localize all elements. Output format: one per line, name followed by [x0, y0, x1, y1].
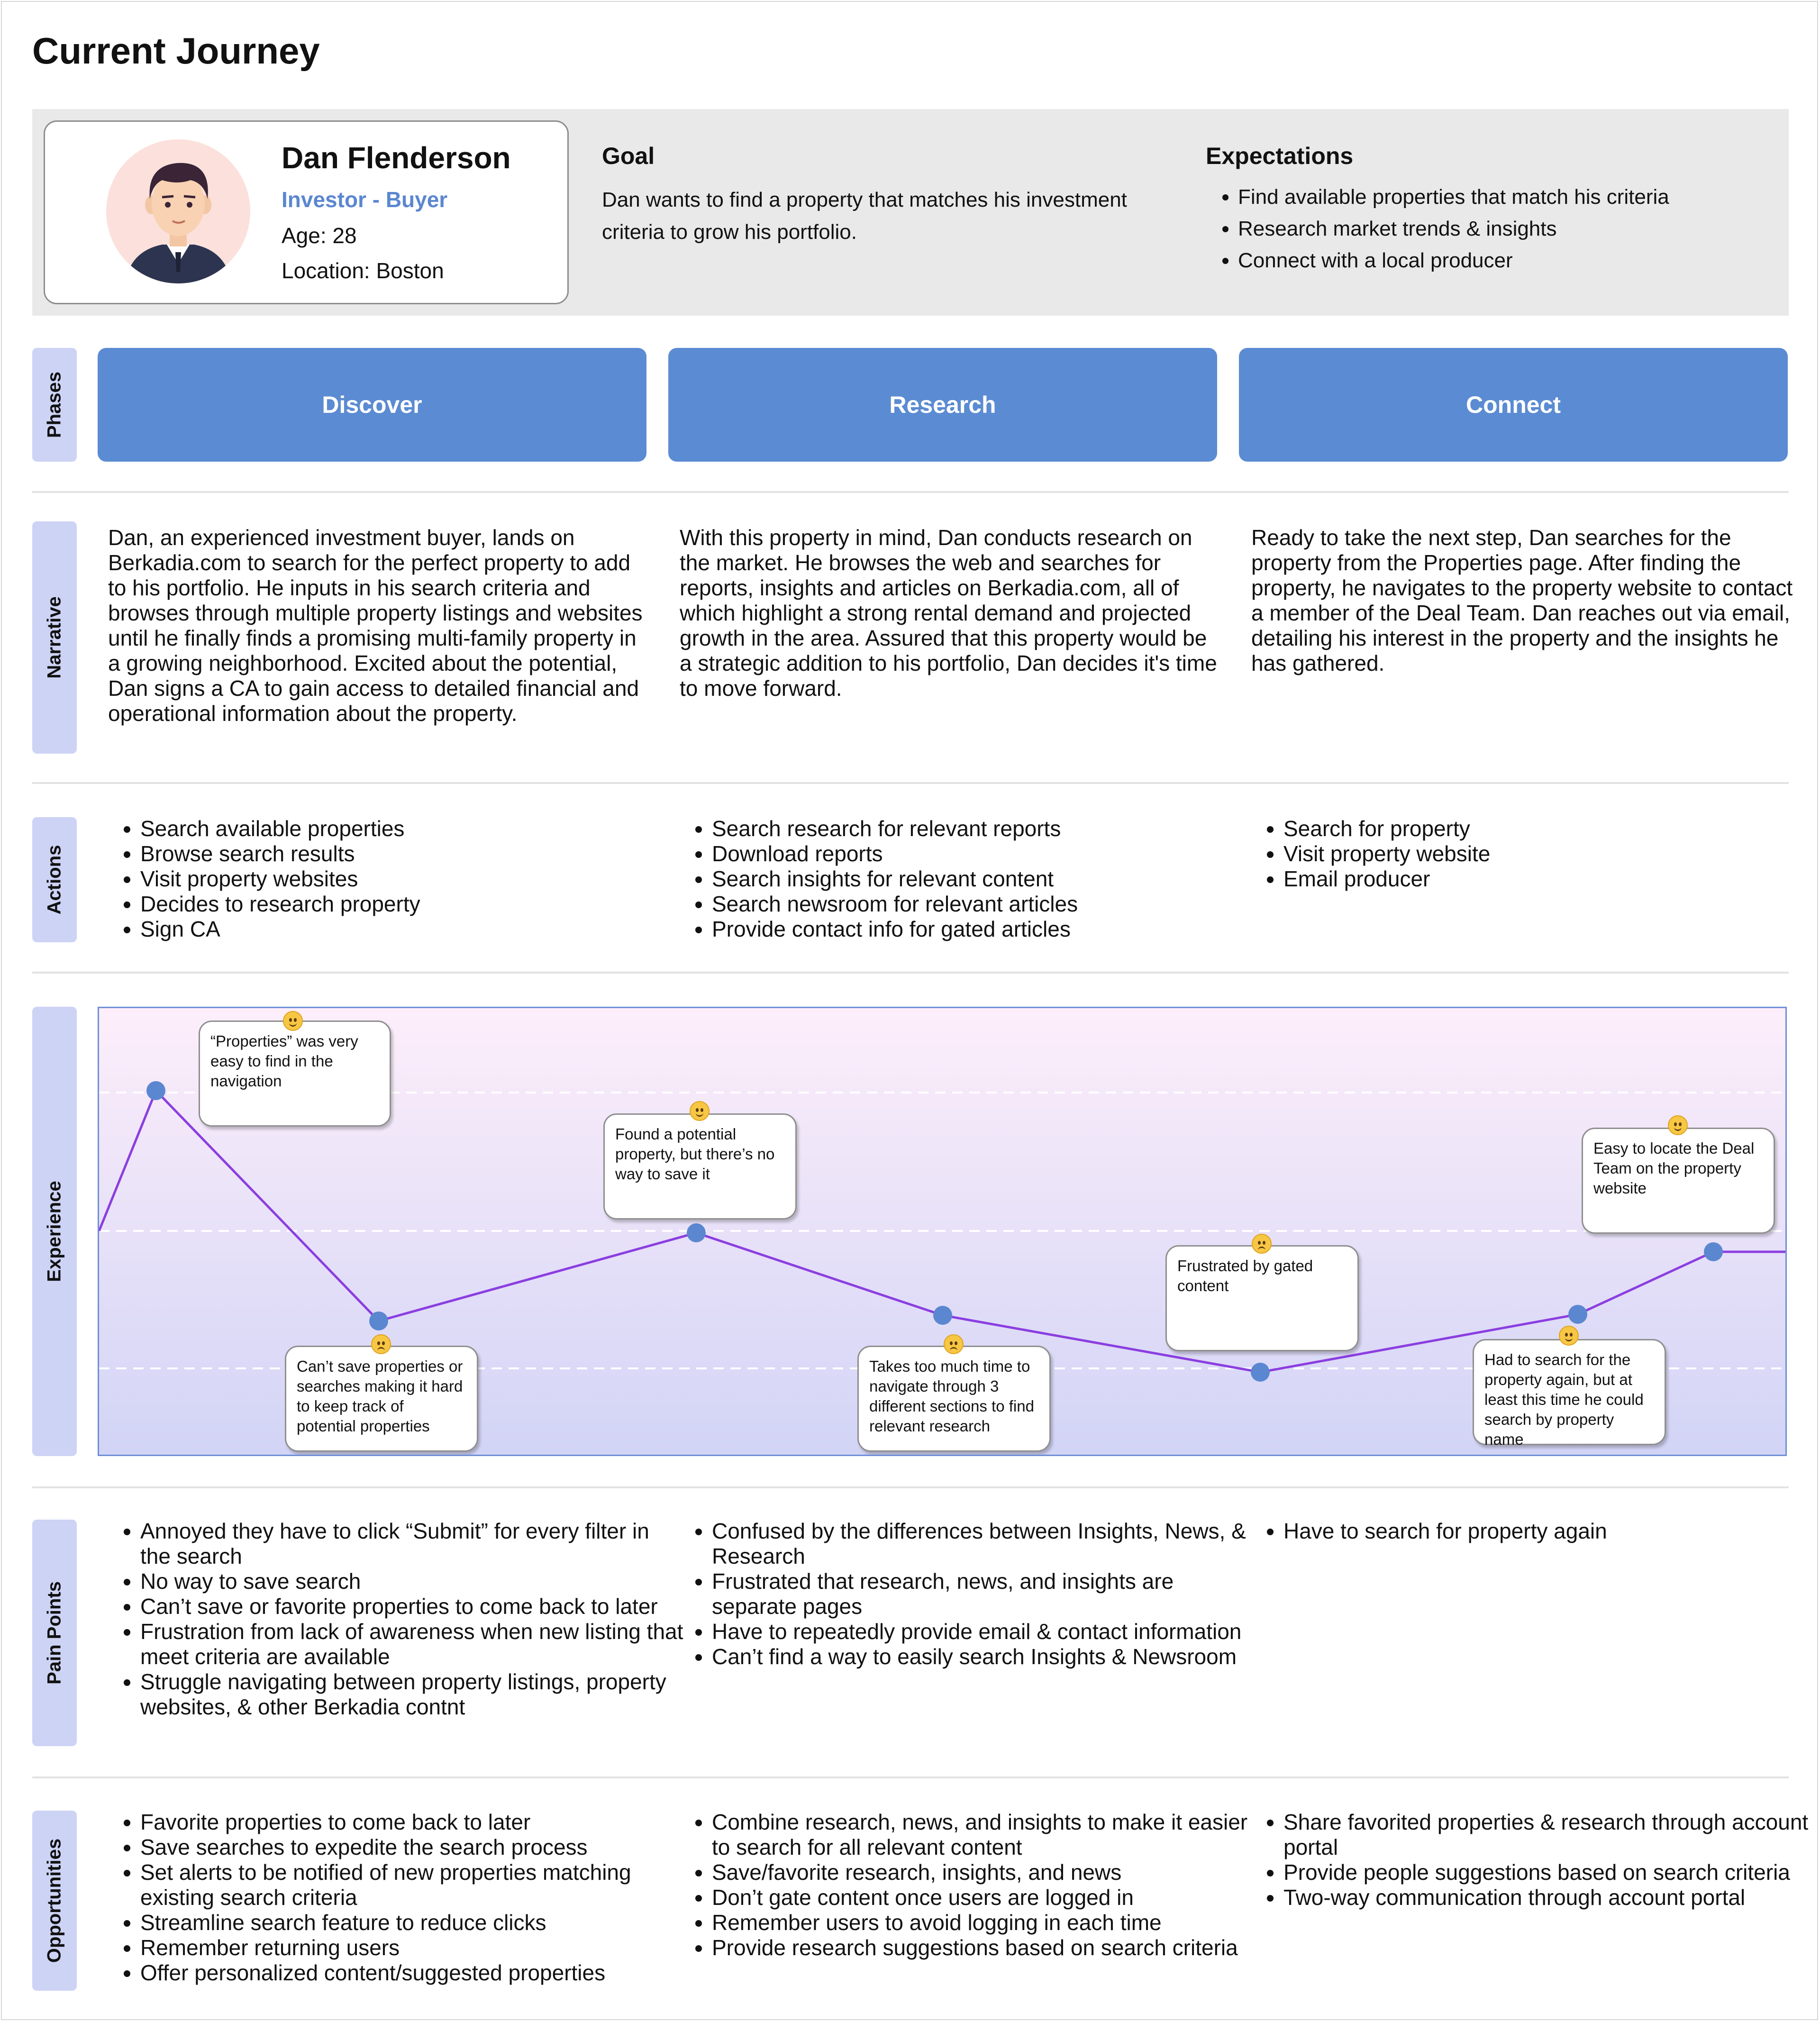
row-label-opportunities-tab [32, 1811, 77, 1991]
sad-face-icon [944, 1334, 964, 1354]
opportunities-connect-list [1251, 1810, 1820, 1910]
list-item: • Visit property website [1283, 841, 1820, 866]
list-item: • Don’t gate content once users are logged in [712, 1885, 1257, 1910]
list-item: • Save searches to expedite the search process [140, 1835, 685, 1860]
goal-heading: Goal [602, 143, 655, 169]
list-item: • Can’t find a way to easily search Insights & Newsroom [712, 1644, 1257, 1669]
list-item: • Provide people suggestions based on search criteria [1283, 1860, 1820, 1885]
list-item: • Search newsroom for relevant articles [712, 892, 1257, 917]
experience-callout: Can’t save properties or searches making it hard to keep track of potential properties [285, 1346, 478, 1452]
list-item: • Visit property websites [140, 866, 685, 892]
list-item: • Provide research suggestions based on search criteria [712, 1935, 1257, 1960]
list-item: • Streamline search feature to reduce clicks [140, 1910, 685, 1935]
expectations-list [1206, 181, 1807, 276]
row-label-narrative-tab [32, 521, 77, 754]
experience-callout: Frustrated by gated content [1165, 1245, 1359, 1351]
list-item: • Download reports [712, 841, 1257, 866]
list-item: • Combine research, news, and insights to make it easier to search for all relevant content [712, 1810, 1257, 1860]
experience-callout: Easy to locate the Deal Team on the property website [1582, 1128, 1775, 1234]
expectations-heading: Expectations [1206, 143, 1354, 169]
pain-points-research-list [680, 1519, 1257, 1669]
list-item: • Share favorited properties & research through account portal [1283, 1810, 1820, 1860]
persona-age: Age: 28 [282, 223, 357, 248]
pain-points-discover-list [108, 1519, 685, 1720]
list-item: • Confused by the differences between Insights, News, & Research [712, 1519, 1257, 1569]
list-item: • Set alerts to be notified of new properties matching existing search criteria [140, 1860, 685, 1910]
smiley-face-icon [283, 1011, 303, 1031]
list-item: • Frustration from lack of awareness when new listing that meet criteria are available [140, 1619, 685, 1669]
experience-callout: Takes too much time to navigate through 3 different sections to find relevant research [857, 1346, 1051, 1452]
narrative-discover: Dan, an experienced investment buyer, lands on Berkadia.com to search for the perfect property to add to his portfolio. He inputs in his search criteria and browses through multiple property listings and websites until he finally finds a promising multi-family property in a growing neighborhood. Excited about the potential, Dan signs a CA to gain access to detailed financial and operational information about the property. [108, 525, 643, 726]
row-label-pain-points: Pain Points [44, 1581, 65, 1685]
row-label-actions: Actions [44, 845, 65, 915]
persona-name: Dan Flenderson [282, 141, 511, 175]
list-item: • Can’t save or favorite properties to come back to later [140, 1594, 685, 1619]
narrative-connect: Ready to take the next step, Dan searches for the property from the Properties page. After finding the property, he navigates to the property website to contact a member of the Deal Team. Dan reaches out via email, detailing his interest in the property and the insights he has gathered. [1251, 525, 1793, 675]
row-divider [32, 1486, 1789, 1488]
experience-point [1704, 1242, 1723, 1261]
experience-callout: “Properties” was very easy to find in the navigation [199, 1020, 391, 1127]
row-label-pain-points-tab [32, 1520, 77, 1746]
list-item: • Two-way communication through account portal [1283, 1885, 1820, 1910]
row-label-phases-tab [32, 348, 77, 462]
persona-role: Investor - Buyer [282, 187, 448, 212]
list-item: • Annoyed they have to click “Submit” for every filter in the search [140, 1519, 685, 1569]
list-item: • Search available properties [140, 816, 685, 841]
experience-point [146, 1081, 165, 1100]
smiley-face-icon [690, 1101, 710, 1121]
list-item: • Search insights for relevant content [712, 866, 1257, 892]
list-item: • Search research for relevant reports [712, 816, 1257, 841]
actions-connect-list [1251, 816, 1820, 892]
row-divider [32, 1776, 1789, 1778]
experience-chart [98, 1007, 1787, 1456]
list-item: • Remember users to avoid logging in each time [712, 1910, 1257, 1935]
list-item: • Offer personalized content/suggested properties [140, 1960, 685, 1986]
list-item: • No way to save search [140, 1569, 685, 1594]
phase-discover: Discover [98, 348, 646, 462]
list-item: • Have to search for property again [1283, 1519, 1820, 1544]
experience-point [1251, 1363, 1270, 1382]
row-divider [32, 782, 1789, 784]
goal-text: Dan wants to find a property that matches his investment criteria to grow his portfolio. [602, 188, 1127, 244]
experience-point [369, 1312, 388, 1330]
row-label-experience-tab [32, 1007, 77, 1456]
sad-face-icon [371, 1334, 391, 1354]
list-item: • Provide contact info for gated articles [712, 917, 1257, 942]
actions-discover-list [108, 816, 685, 942]
expectation-item: • Research market trends & insights [1238, 213, 1807, 245]
expectation-item: • Connect with a local producer [1238, 245, 1807, 276]
phase-research: Research [668, 348, 1217, 462]
smiley-face-icon [1559, 1326, 1579, 1346]
pain-points-connect-list [1251, 1519, 1820, 1544]
row-divider [32, 972, 1789, 974]
opportunities-discover-list [108, 1810, 685, 1986]
experience-point [933, 1306, 952, 1325]
expectation-item: • Find available properties that match his criteria [1238, 181, 1807, 213]
list-item: • Decides to research property [140, 892, 685, 917]
list-item: • Struggle navigating between property listings, property websites, & other Berkadia contnt [140, 1669, 685, 1720]
experience-callout: Found a potential property, but there’s no way to save it [603, 1113, 797, 1220]
phase-connect: Connect [1239, 348, 1788, 462]
row-label-phases: Phases [44, 371, 65, 438]
experience-point [1568, 1305, 1587, 1324]
list-item: • Frustrated that research, news, and insights are separate pages [712, 1569, 1257, 1619]
experience-callout: Had to search for the property again, but at least this time he could search by property name [1473, 1339, 1666, 1445]
person-avatar-icon [106, 139, 250, 283]
list-item: • Remember returning users [140, 1935, 685, 1960]
row-label-opportunities: Opportunities [44, 1838, 65, 1963]
opportunities-research-list [680, 1810, 1257, 1960]
narrative-research: With this property in mind, Dan conducts research on the market. He browses the web and searches for reports, insights and articles on Berkadia.com, all of which highlight a strong rental demand and projected growth in the area. Assured that this property would be a strategic addition to his portfolio, Dan decides it's time to move forward. [680, 525, 1217, 701]
row-label-narrative: Narrative [44, 596, 65, 679]
list-item: • Save/favorite research, insights, and news [712, 1860, 1257, 1885]
list-item: • Sign CA [140, 917, 685, 942]
page-title: Current Journey [32, 30, 320, 72]
list-item: • Favorite properties to come back to later [140, 1810, 685, 1835]
row-divider [32, 491, 1789, 493]
persona-location: Location: Boston [282, 258, 444, 283]
list-item: • Browse search results [140, 841, 685, 866]
list-item: • Have to repeatedly provide email & contact information [712, 1619, 1257, 1644]
list-item: • Email producer [1283, 866, 1820, 892]
list-item: • Search for property [1283, 816, 1820, 841]
row-label-actions-tab [32, 817, 77, 942]
row-label-experience: Experience [44, 1181, 65, 1282]
experience-point [687, 1223, 706, 1242]
sad-face-icon [1252, 1234, 1272, 1254]
actions-research-list [680, 816, 1257, 942]
smiley-face-icon [1668, 1115, 1688, 1135]
